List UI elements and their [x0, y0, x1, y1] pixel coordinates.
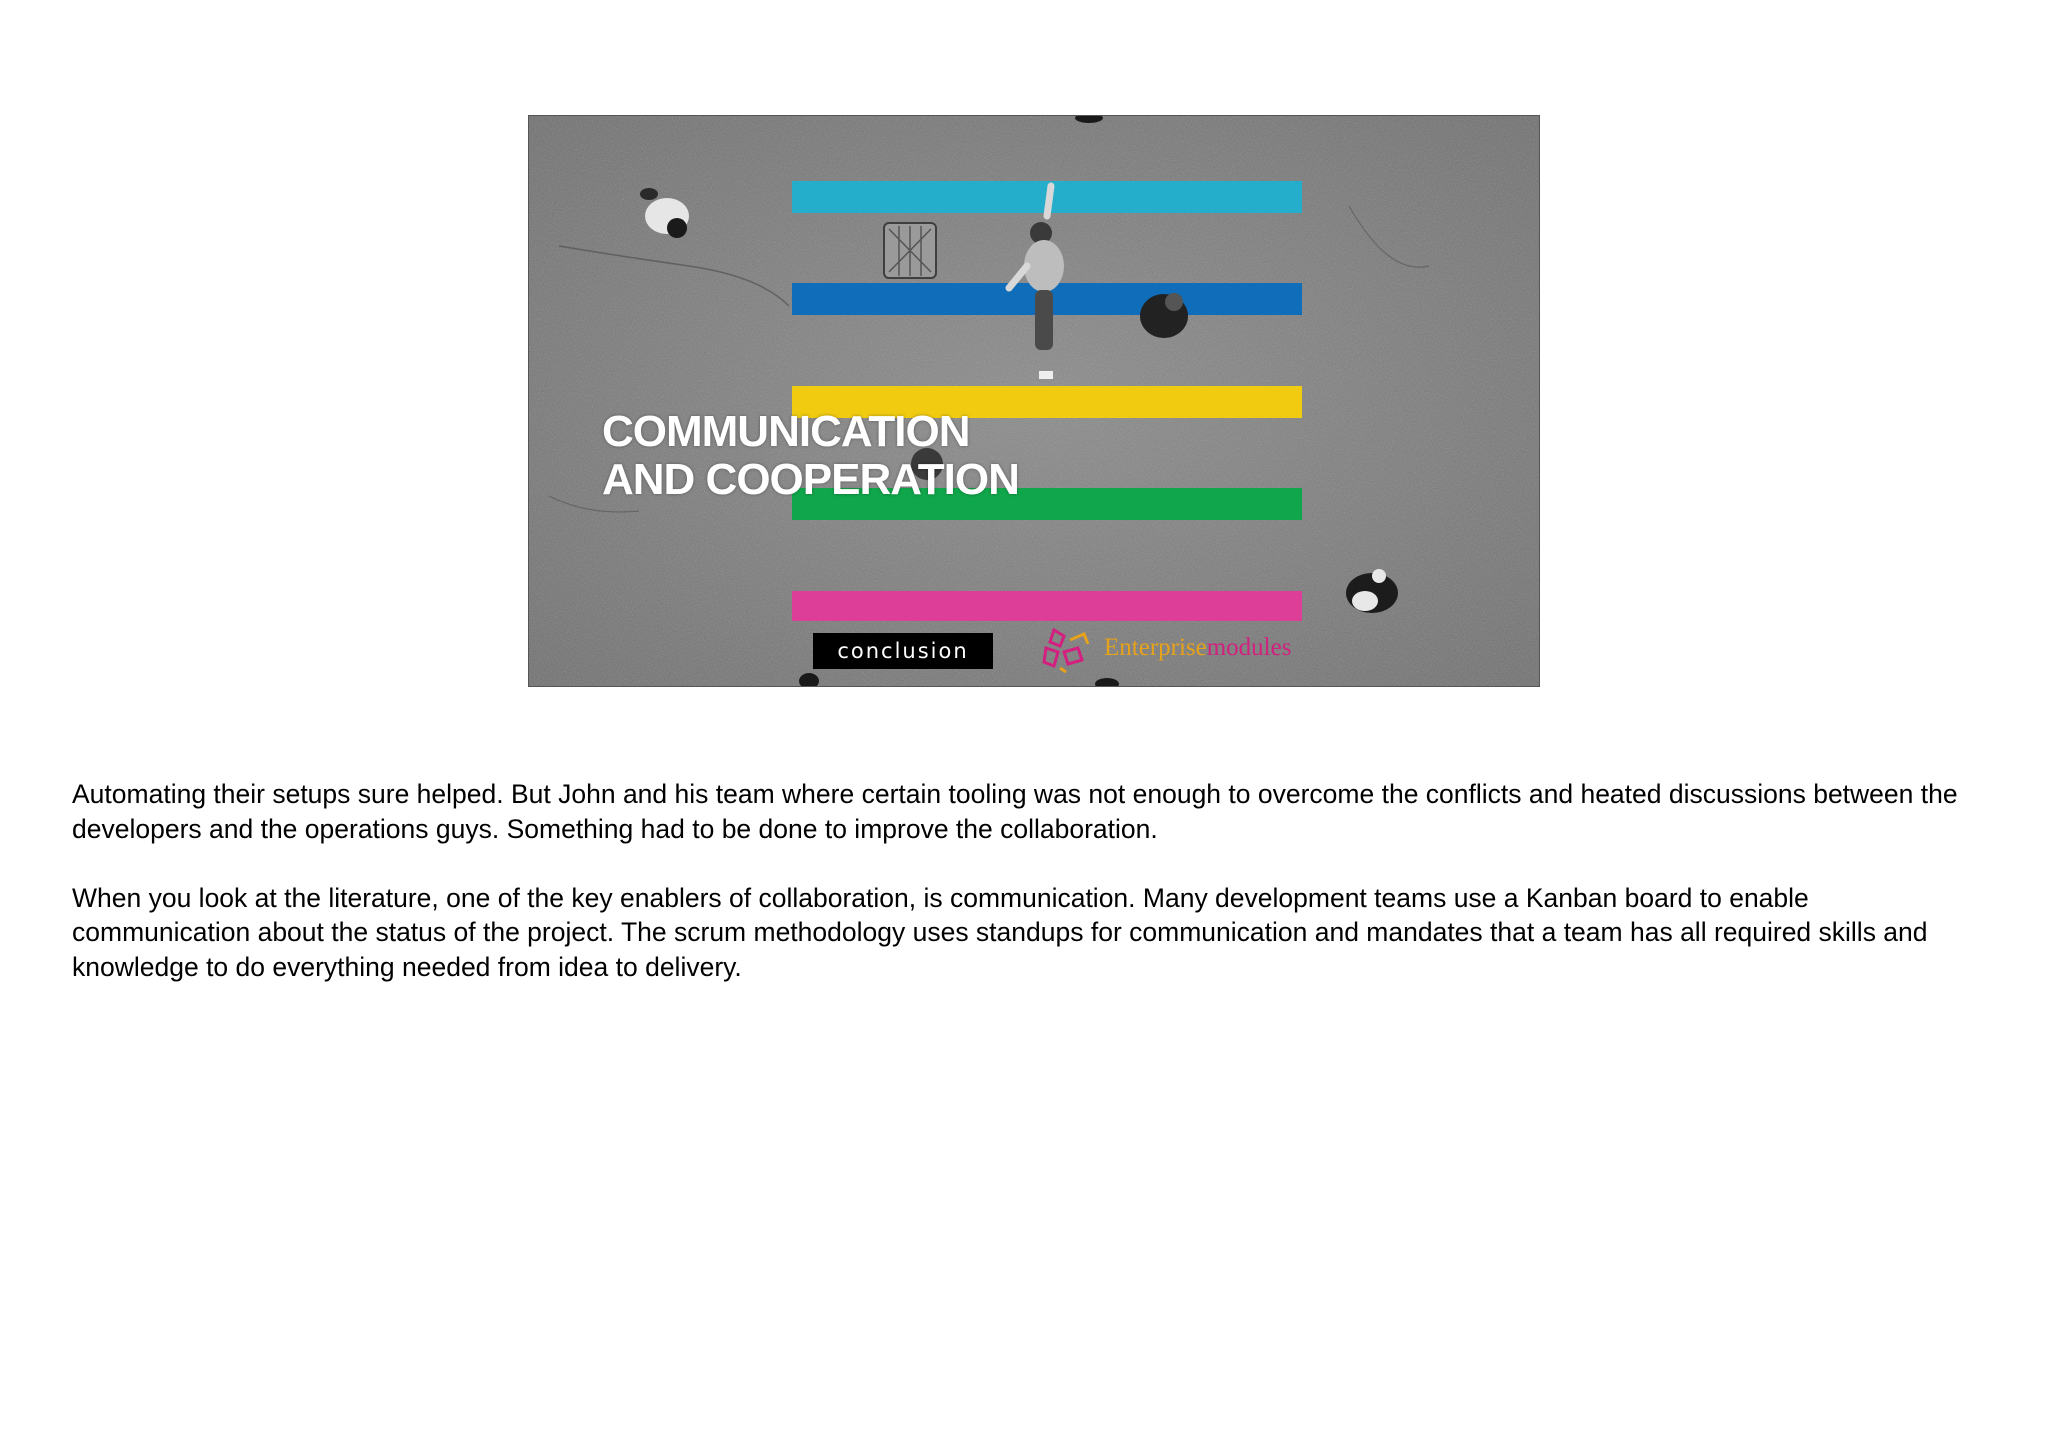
conclusion-badge: conclusion [813, 633, 993, 669]
notes-paragraph-1: Automating their setups sure helped. But John and his team where certain tooling was not enough to overcome the conflicts and heated discussions between the developers and the operations guys. Something had to be done to improve the collaboration. [72, 779, 1958, 844]
brand-logo [1040, 620, 1291, 676]
street-background [529, 116, 1540, 687]
slide-title [602, 408, 1019, 504]
stripe-pink [792, 591, 1302, 621]
manhole-icon [884, 223, 936, 278]
brand-name [1104, 634, 1291, 662]
brand-name-part1: Enterprise [1104, 634, 1207, 661]
speaker-notes [72, 777, 1992, 1019]
notes-paragraph-2: When you look at the literature, one of the key enablers of collaboration, is communication. Many development teams use a Kanban board to enable communication about the status of the project. The scrum methodology uses standups for communication and mandates that a team has all required skills and knowledge to do everything needed from idea to delivery. [72, 882, 1928, 982]
slide-title-line-2: AND COOPERATION [602, 455, 1019, 504]
slide-image [528, 115, 1540, 687]
brand-name-part2: modules [1206, 634, 1292, 661]
enterprise-modules-logo-icon [1040, 622, 1100, 674]
slide-title-line-1: COMMUNICATION [602, 407, 970, 456]
